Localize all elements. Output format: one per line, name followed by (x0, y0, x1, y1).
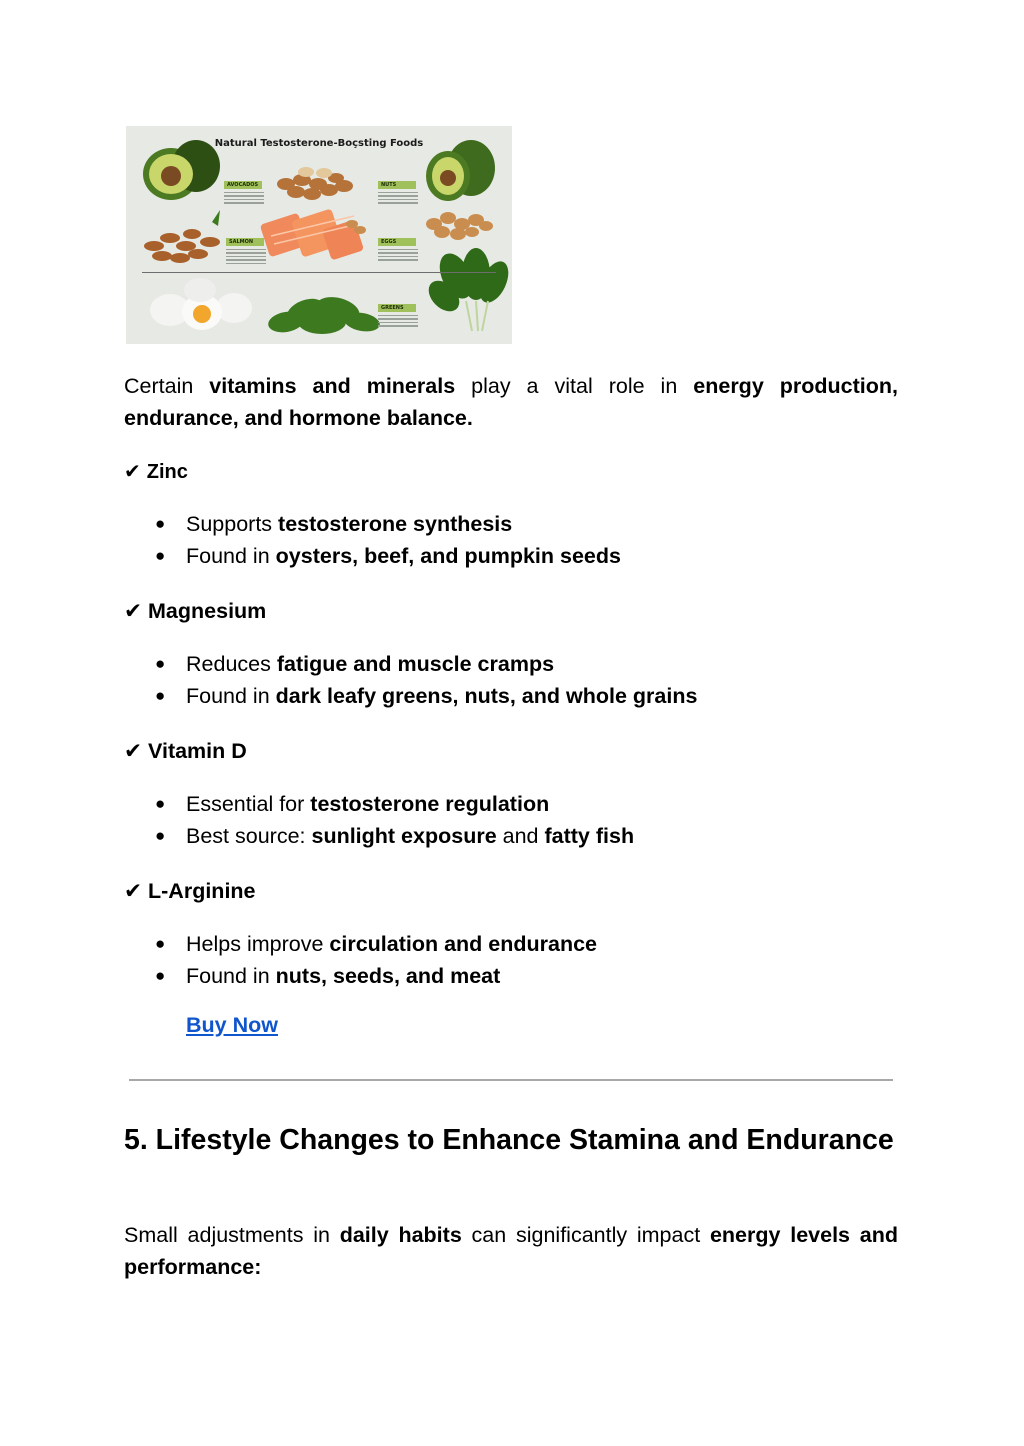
infographic-caption-lines (226, 247, 266, 266)
nutrient-list-magnesium (155, 648, 697, 712)
buy-now-link[interactable]: Buy Now (186, 1013, 278, 1037)
nutrient-name: L-Arginine (148, 879, 256, 903)
nutrient-list-l-arginine (155, 928, 597, 992)
bullet-icon: ● (155, 966, 166, 985)
bullet-icon: ● (155, 934, 166, 953)
item-text: Best source: (186, 824, 312, 848)
item-bold: testosterone regulation (310, 792, 550, 816)
bullet-icon: ● (155, 686, 166, 705)
section-paragraph (124, 1219, 898, 1283)
bullet-icon: ● (155, 654, 166, 673)
item-bold: nuts, seeds, and meat (275, 964, 501, 988)
bullet-icon: ● (155, 826, 166, 845)
nutrient-heading-magnesium (124, 597, 266, 625)
infographic-divider (142, 272, 496, 273)
checkmark-icon: ✔ (124, 879, 143, 903)
item-text: Reduces (186, 652, 277, 676)
item-text: Found in (186, 964, 276, 988)
section-bold: daily habits (339, 1223, 462, 1247)
item-bold: testosterone synthesis (278, 512, 513, 536)
nutrient-name: Vitamin D (148, 739, 247, 763)
item-text: Helps improve (186, 932, 330, 956)
list-item (155, 788, 634, 820)
nutrient-name: Zinc (146, 461, 188, 483)
infographic-caption-lines (224, 190, 264, 206)
checkmark-icon: ✔ (124, 739, 143, 763)
bullet-icon: ● (155, 794, 166, 813)
item-text: and (496, 824, 545, 848)
list-item (155, 928, 597, 960)
item-text: Found in (186, 684, 276, 708)
item-bold: fatty fish (544, 824, 635, 848)
foods-infographic-art (126, 126, 512, 344)
infographic-label-greens: GREENS (378, 304, 416, 312)
item-bold: circulation and endurance (329, 932, 598, 956)
list-item (155, 820, 634, 852)
section-text: Small adjustments in (124, 1223, 340, 1247)
infographic-label-avocados: AVOCADOS (224, 181, 262, 189)
infographic-caption-lines (378, 247, 418, 263)
intro-bold: vitamins and minerals (209, 374, 456, 398)
bullet-icon: ● (155, 546, 166, 565)
list-item (155, 648, 697, 680)
nutrient-heading-zinc (124, 458, 188, 486)
list-item (155, 508, 621, 540)
nutrient-list-zinc (155, 508, 621, 572)
item-text: Found in (186, 544, 276, 568)
nutrient-list-vitamin-d (155, 788, 634, 852)
item-bold: sunlight exposure (311, 824, 497, 848)
list-item (155, 540, 621, 572)
foods-infographic-image (126, 126, 512, 344)
infographic-caption-lines (378, 190, 418, 206)
infographic-label-nuts: NUTS (378, 181, 416, 189)
item-bold: oysters, beef, and pumpkin seeds (275, 544, 621, 568)
item-text: Essential for (186, 792, 311, 816)
nutrient-heading-vitamin-d (124, 737, 247, 765)
intro-paragraph (124, 370, 898, 434)
item-bold: dark leafy greens, nuts, and whole grains (275, 684, 698, 708)
checkmark-icon: ✔ (124, 461, 141, 483)
nutrient-name: Magnesium (148, 599, 267, 623)
infographic-title: Natural Testosterone-Boçsting Foods (214, 138, 424, 149)
infographic-label-eggs: EGGS (378, 238, 416, 246)
intro-text: play a vital role in (455, 374, 694, 398)
item-bold: fatigue and muscle cramps (276, 652, 555, 676)
intro-text: Certain (124, 374, 210, 398)
intro-bold: energy production, endurance, and hormone balance. (124, 374, 898, 430)
bullet-icon: ● (155, 514, 166, 533)
infographic-label-salmon: SALMON (226, 238, 264, 246)
horizontal-divider (129, 1079, 893, 1081)
infographic-caption-lines (378, 313, 418, 329)
section-heading: 5. Lifestyle Changes to Enhance Stamina and Endurance (124, 1124, 894, 1156)
list-item (155, 960, 597, 992)
section-bold: energy levels and performance: (124, 1223, 898, 1279)
section-text: can significantly impact (461, 1223, 710, 1247)
checkmark-icon: ✔ (124, 599, 143, 623)
nutrient-heading-l-arginine (124, 877, 256, 905)
list-item (155, 680, 697, 712)
item-text: Supports (186, 512, 279, 536)
